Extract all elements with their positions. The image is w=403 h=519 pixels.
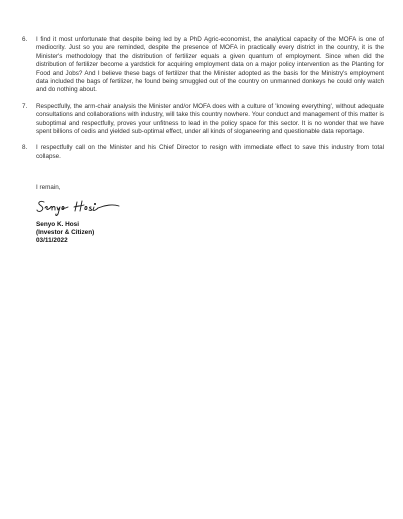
- paragraph-number: 7.: [22, 102, 28, 110]
- signatory-date: 03/11/2022: [36, 237, 68, 245]
- handwritten-signature: [35, 196, 125, 218]
- paragraph-number: 6.: [22, 36, 28, 43]
- signatory-title: (Investor & Citizen): [36, 229, 95, 237]
- paragraph-item-7: [22, 103, 384, 137]
- signatory-block: [36, 221, 94, 246]
- paragraph-text: Respectfully, the arm-chair analysis the Minister and/or MOFA does with a culture of 'knowing everything', without adequate consultations and collaborations with industry, will take this country nowhere. Your conduct and management of this matter is suboptimal and respectfully, proves your unfitness to lead in the policy space for this sector. It is no wonder that we have spent billions of cedis and yielded sub-optimal effect, under all kinds of sloganeering and questionable data reportage.: [36, 102, 384, 136]
- paragraph-number: 8.: [22, 144, 28, 152]
- paragraph-item-8: [22, 144, 384, 161]
- closing-line: I remain,: [36, 184, 61, 191]
- paragraph-text: I find it most unfortunate that despite being led by a PhD Agric-economist, the analytical capacity of the MOFA is one of mediocrity. Just so you are reminded, despite the presence of MOFA in practically every district in the country, it is the Minister's methodology that the distribution of fertilizer equals a given quantum of employment. Since when did the distribution of fertilizer become a yardstick for acquiring employment data on a major policy intervention as the Planting for Food and Jobs? And I believe these bags of fertilizer that the Minister adopted as the basis for the Ministry's employment data included the bags of fertilizer, he found being smuggled out of the country on unmanned donkeys he could only watch and do nothing about.: [36, 36, 384, 94]
- paragraph-item-6: [22, 36, 384, 95]
- paragraph-text: I respectfully call on the Minister and his Chief Director to resign with immediate effect to save this industry from total collapse.: [36, 144, 384, 160]
- signatory-name: Senyo K. Hosi: [36, 221, 79, 228]
- numbered-paragraph-list: [22, 36, 384, 169]
